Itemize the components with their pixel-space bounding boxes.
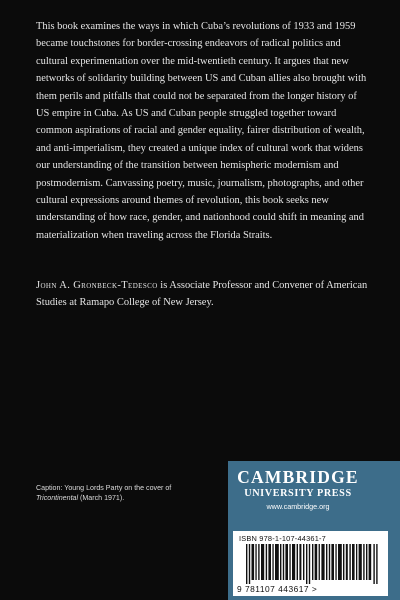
caption-title: Tricontinental: [36, 494, 79, 502]
publisher-panel: [228, 461, 400, 600]
barcode-box: [233, 531, 388, 596]
caption-suffix: (March 1971).: [78, 494, 125, 502]
barcode-icon: [246, 544, 378, 584]
isbn-label: ISBN 978-1-107-44361-7: [239, 534, 326, 543]
book-description: This book examines the ways in which Cuba’s revolutions of 1933 and 1959 became touchstones for border-crossing endeavors of radical politics and cultural experimentation over the mid-twentieth century. It argues that new networks of solidarity building between US and Cuban allies also brought with them perils and pitfalls that could not be separated from the longer history of US empire in Cuba. As US and Cuban people struggled together toward common aspirations of racial and gender equality, fairer distribution of wealth, and anti-imperialism, they created a unique index of cultural work that widens our understanding of the transition between hemispheric modernism and postmodernism. Canvassing poetry, music, journalism, photographs, and other cultural expressions around themes of revolution, this book seeks new understanding of how race, gender, and nationhood could shift in meaning and materialization when traveling across the Florida Straits.: [36, 21, 367, 241]
caption-prefix: Caption: Young Lords Party on the cover of: [36, 484, 172, 492]
barcode-digits: 9 781107 443617 >: [237, 584, 318, 594]
publisher-subtitle: UNIVERSITY PRESS: [244, 488, 352, 499]
publisher-name: CAMBRIDGE: [237, 467, 359, 487]
cover-caption: [36, 483, 211, 503]
author-name: John A. Gronbeck-Tedesco: [36, 280, 158, 291]
author-bio-text: is Associate Professor and Convener of American Studies at Ramapo College of New Jersey.: [36, 280, 368, 309]
author-bio: [36, 277, 370, 312]
publisher-url: www.cambridge.org: [266, 502, 330, 511]
